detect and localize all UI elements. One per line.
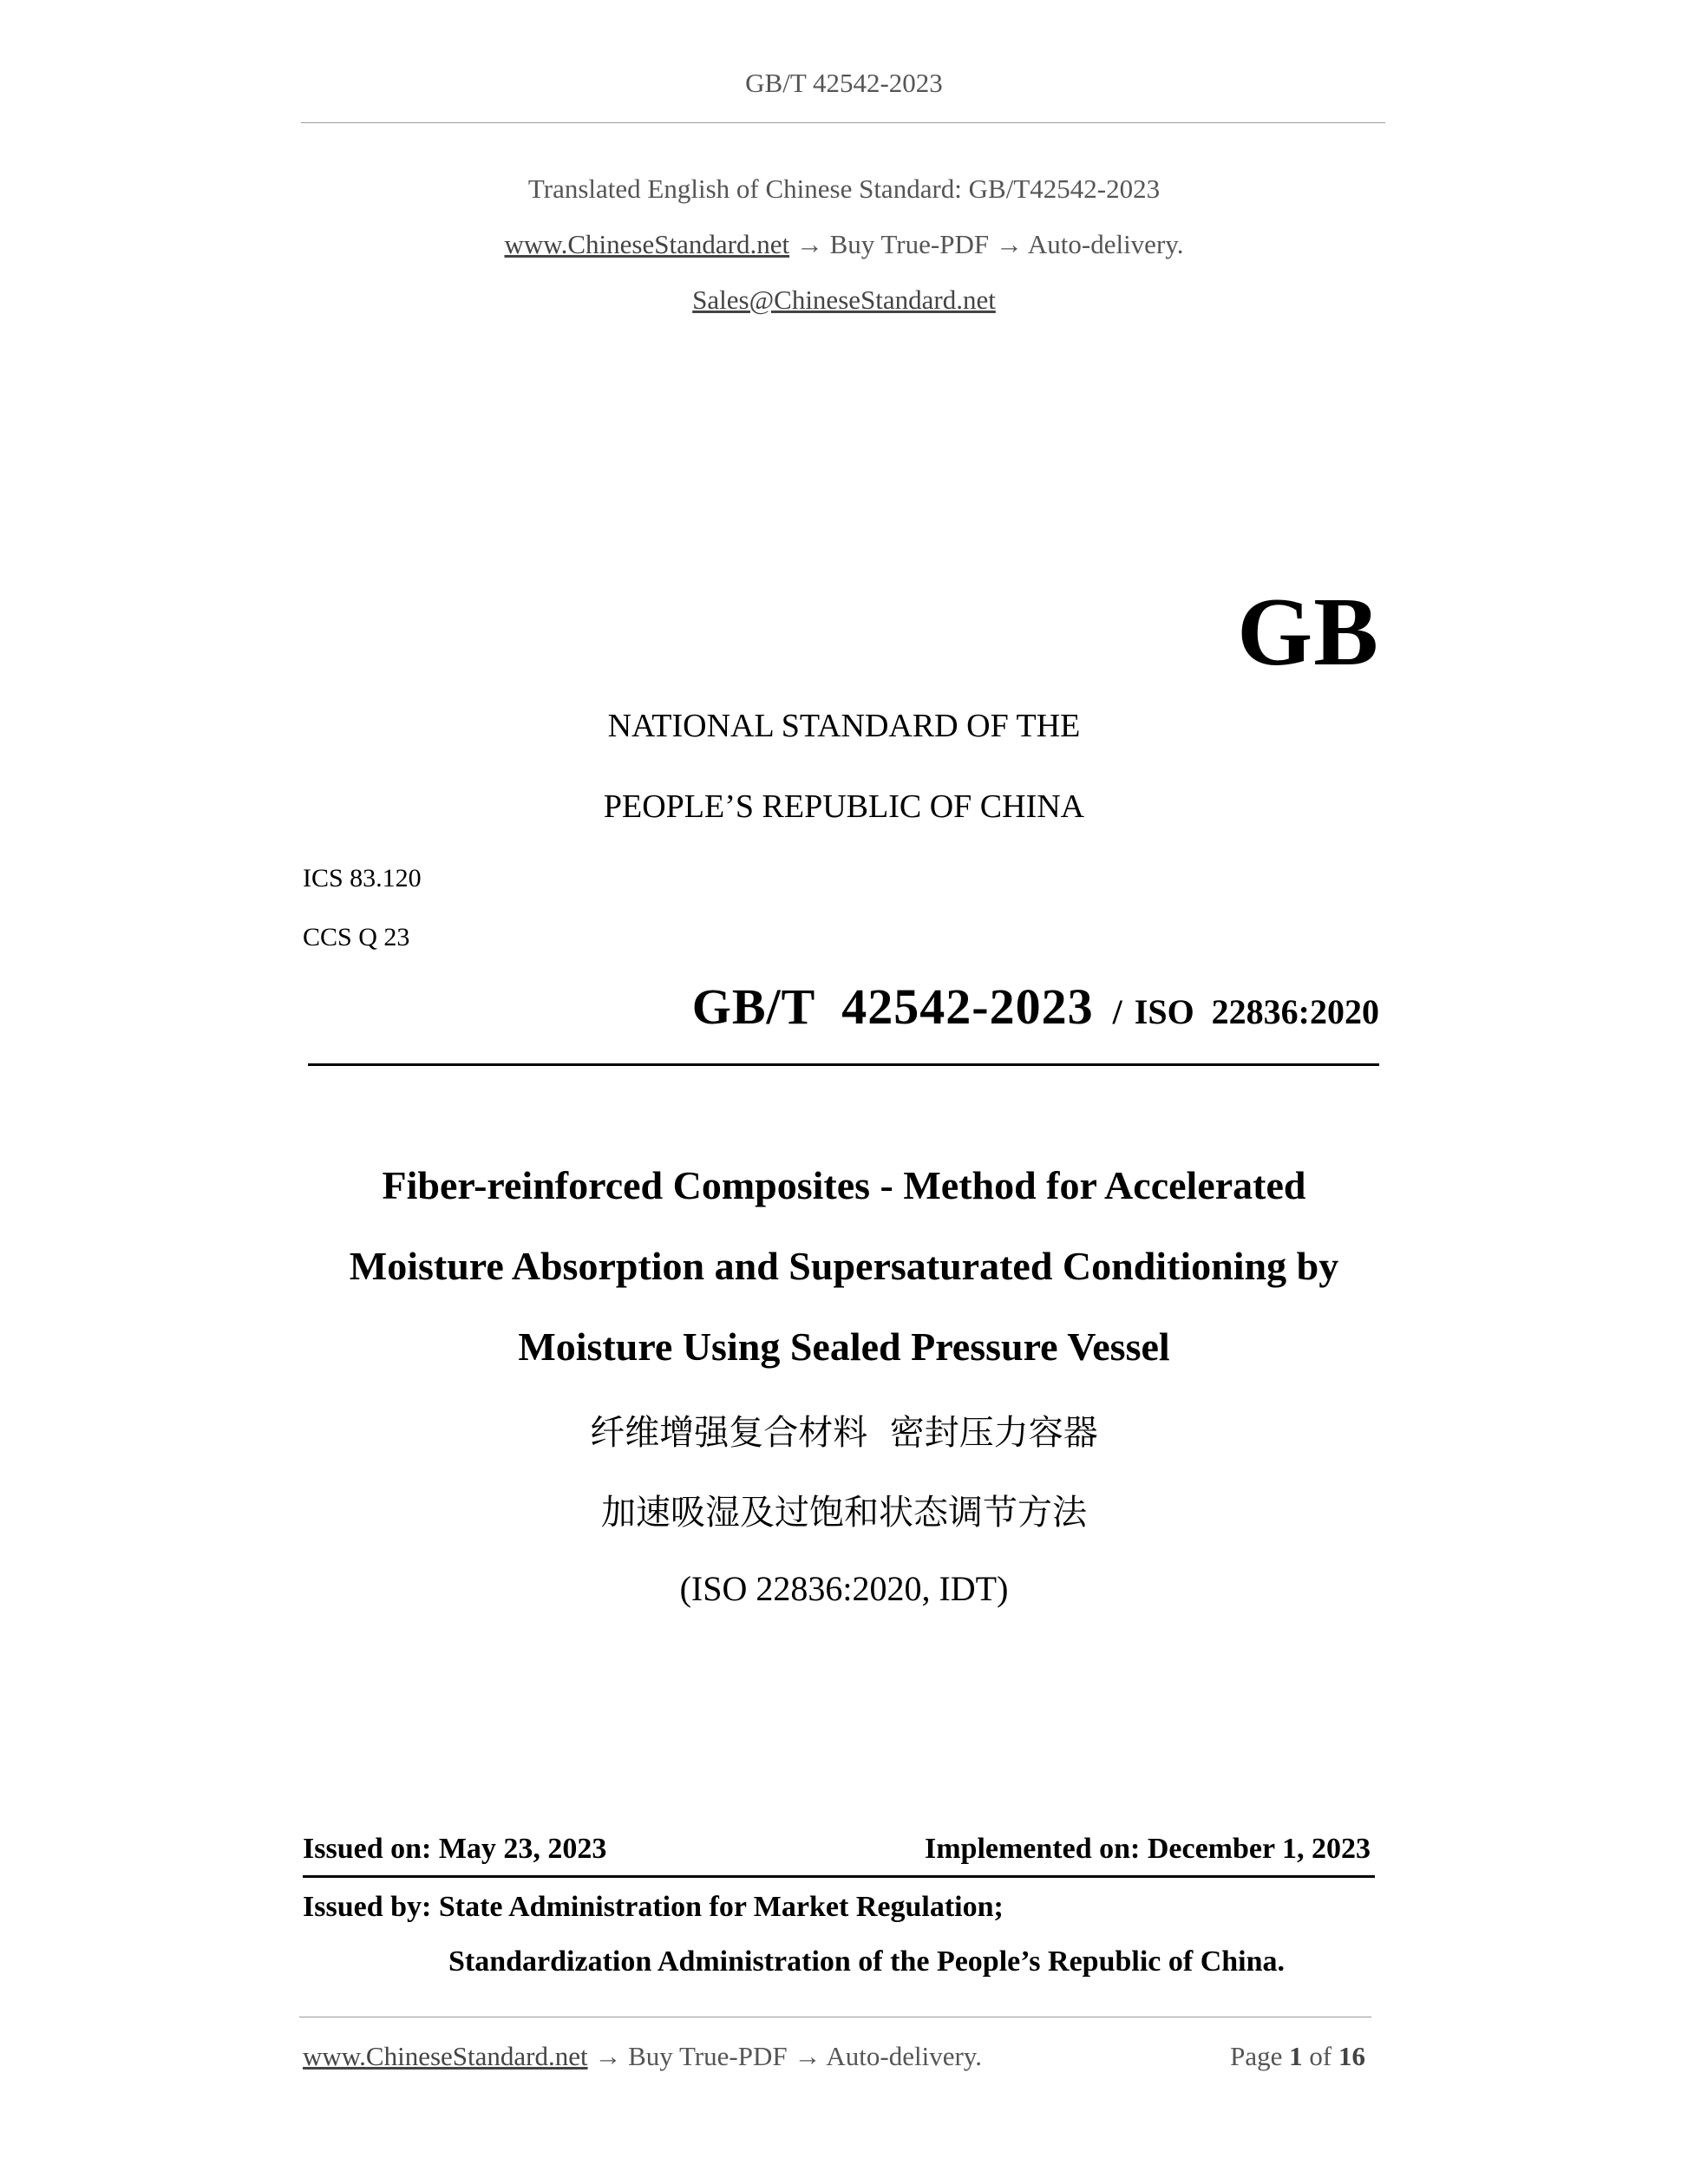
iso-code: ISO 22836:2020 (1134, 992, 1379, 1031)
footer-site-link[interactable]: www.ChineseStandard.net (303, 2041, 588, 2071)
ccs-code: CCS Q 23 (303, 923, 410, 951)
title-en-line-3: Moisture Using Sealed Pressure Vessel (518, 1324, 1170, 1369)
title-en-line-1: Fiber-reinforced Composites - Method for Accelerated (382, 1163, 1306, 1207)
title-cn-line-1: 纤维增强复合材料 密封压力容器 (590, 1413, 1098, 1453)
site-link[interactable]: www.ChineseStandard.net (504, 229, 790, 259)
sales-line (0, 284, 1688, 316)
footer-auto-text: Auto-delivery. (826, 2041, 983, 2071)
page-label: Page (1230, 2041, 1283, 2071)
title-en-line-2: Moisture Absorption and Supersaturated Conditioning by (349, 1244, 1339, 1288)
buy-true-pdf-text: Buy True-PDF (829, 229, 990, 259)
issued-by-line-1: Issued by: State Administration for Market Regulation; (303, 1891, 1004, 1923)
standard-code-divider (308, 1063, 1379, 1066)
running-header (0, 68, 1688, 99)
ics-code: ICS 83.120 (303, 864, 422, 893)
footer-promo (303, 2041, 982, 2072)
running-header-title: GB/T 42542-2023 (745, 68, 943, 98)
translated-notice: Translated English of Chinese Standard: GB/T42542-2023 (527, 173, 1161, 204)
issued-on-date: Issued on: May 23, 2023 (303, 1833, 607, 1865)
page-total: 16 (1338, 2041, 1365, 2071)
promo-line (0, 229, 1688, 260)
dates-divider (303, 1875, 1375, 1878)
page-current: 1 (1289, 2041, 1303, 2071)
auto-delivery-text: Auto-delivery. (1027, 229, 1184, 259)
arrow-right-icon: → (995, 229, 1023, 259)
sales-email-link[interactable]: Sales@ChineseStandard.net (692, 284, 996, 315)
idt-reference: (ISO 22836:2020, IDT) (679, 1569, 1009, 1608)
national-standard-line-1: NATIONAL STANDARD OF THE (607, 708, 1081, 744)
national-standard-line-2: PEOPLE’S REPUBLIC OF CHINA (603, 788, 1085, 825)
of-label: of (1309, 2041, 1332, 2071)
gb-logo: GB (1237, 579, 1379, 686)
arrow-right-icon: → (594, 2041, 622, 2071)
code-separator: / (1112, 992, 1122, 1031)
footer-buy-text: Buy True-PDF (628, 2041, 788, 2071)
arrow-right-icon: → (795, 229, 823, 259)
title-cn-line-2: 加速吸湿及过饱和状态调节方法 (601, 1493, 1087, 1533)
standard-code-row (692, 978, 1379, 1036)
implemented-on-date: Implemented on: December 1, 2023 (924, 1833, 1371, 1865)
issued-by-line-2: Standardization Administration of the People’s Republic of China. (448, 1945, 1286, 1978)
arrow-right-icon: → (794, 2041, 821, 2071)
header-divider (301, 122, 1385, 123)
standard-code: GB/T 42542-2023 (691, 978, 1094, 1035)
page-indicator (1230, 2041, 1365, 2072)
